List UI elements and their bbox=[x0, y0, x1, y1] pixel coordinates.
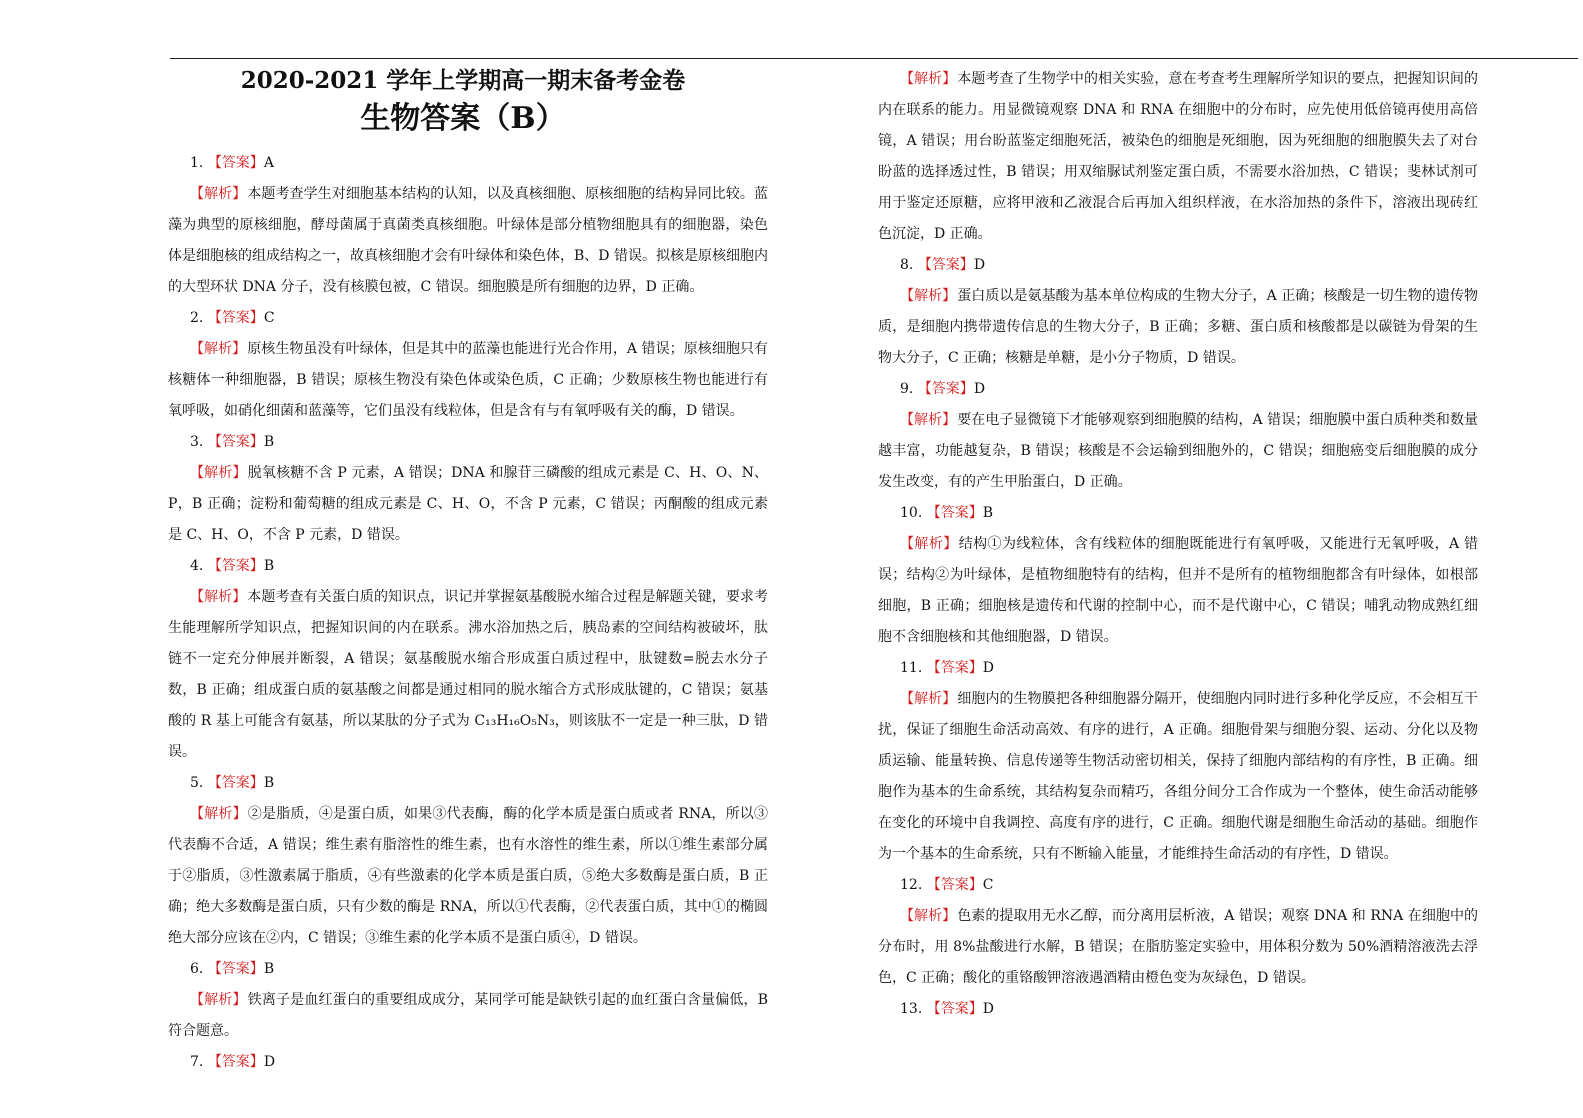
answer-value: D bbox=[982, 1001, 994, 1017]
analysis-paragraph bbox=[168, 985, 768, 1047]
question-number: 7. bbox=[190, 1054, 204, 1070]
analysis-paragraph bbox=[168, 582, 768, 768]
answer-value: D bbox=[973, 381, 986, 397]
answer-label: 【答案】 bbox=[207, 434, 264, 450]
answer-value: C bbox=[982, 877, 994, 893]
page-title: 2020-2021 学年上学期高一期末备考金卷 bbox=[240, 67, 686, 94]
analysis-paragraph bbox=[168, 799, 768, 954]
header-rule bbox=[170, 58, 1578, 59]
analysis-label: 【解析】 bbox=[900, 691, 957, 707]
answer-value: C bbox=[263, 310, 275, 326]
answer-label: 【答案】 bbox=[207, 155, 264, 171]
analysis-paragraph bbox=[878, 901, 1478, 994]
answer-line bbox=[168, 1047, 768, 1078]
answer-value: B bbox=[263, 961, 275, 977]
answer-label: 【答案】 bbox=[207, 1054, 264, 1070]
answer-line bbox=[878, 653, 1478, 684]
answer-value: D bbox=[263, 1054, 276, 1070]
answer-label: 【答案】 bbox=[917, 257, 974, 273]
answer-label: 【答案】 bbox=[926, 660, 983, 676]
page-subtitle: 生物答案（B） bbox=[360, 101, 566, 136]
analysis-paragraph bbox=[878, 529, 1478, 653]
answer-value: B bbox=[263, 558, 275, 574]
analysis-label: 【解析】 bbox=[190, 992, 247, 1008]
analysis-paragraph bbox=[168, 458, 768, 551]
question-number: 8. bbox=[900, 257, 914, 273]
analysis-text: 本题考查了生物学中的相关实验，意在考查考生理解所学知识的要点，把握知识间的内在联系的能力。用显微镜观察 DNA 和 RNA 在细胞中的分布时，应先使用低倍镜再使用高倍镜，A 错误；用台盼蓝鉴定细胞死活，被染色的细胞是死细胞，因为死细胞的细胞膜失去了对台盼蓝的选择透过性，B 错误；用双缩脲试剂鉴定蛋白质，不需要水浴加热，C 错误；斐林试剂可用于鉴定还原糖，应将甲液和乙液混合后再加入组织样液，在水浴加热的条件下，溶液出现砖红色沉淀，D 正确。 bbox=[878, 71, 1479, 242]
analysis-7 bbox=[878, 64, 1478, 250]
question-number: 1. bbox=[190, 155, 204, 171]
analysis-text: 要在电子显微镜下才能够观察到细胞膜的结构，A 错误；细胞膜中蛋白质种类和数量越丰富，功能越复杂，B 错误；核酸是不会运输到细胞外的，C 错误；细胞癌变后细胞膜的成分发生改变，有的产生甲胎蛋白，D 正确。 bbox=[878, 412, 1479, 490]
question-number: 6. bbox=[190, 961, 204, 977]
answer-label: 【答案】 bbox=[207, 775, 264, 791]
answer-value: B bbox=[263, 434, 275, 450]
analysis-text: 蛋白质以是氨基酸为基本单位构成的生物大分子，A 正确；核酸是一切生物的遗传物质，是细胞内携带遗传信息的生物大分子，B 正确；多糖、蛋白质和核酸都是以碳链为骨架的生物大分子，C 正确；核糖是单糖，是小分子物质，D 错误。 bbox=[878, 288, 1479, 366]
answer-value: A bbox=[263, 155, 274, 171]
left-answer-list bbox=[168, 148, 768, 1078]
question-number: 4. bbox=[190, 558, 204, 574]
question-number: 2. bbox=[190, 310, 204, 326]
left-column bbox=[168, 64, 768, 1078]
analysis-label: 【解析】 bbox=[900, 908, 957, 924]
question-number: 12. bbox=[900, 877, 923, 893]
question-number: 10. bbox=[900, 505, 923, 521]
analysis-paragraph bbox=[878, 684, 1478, 870]
analysis-label: 【解析】 bbox=[900, 536, 958, 552]
analysis-label: 【解析】 bbox=[190, 589, 247, 605]
analysis-text: 本题考查有关蛋白质的知识点，识记并掌握氨基酸脱水缩合过程是解题关键，要求考生能理解所学知识点，把握知识间的内在联系。沸水浴加热之后，胰岛素的空间结构被破坏，肽链不一定充分伸展并断裂，A 错误；氨基酸脱水缩合形成蛋白质过程中，肽键数=脱去水分子数，B 正确；组成蛋白质的氨基酸之间都是通过相同的脱水缩合方式形成肽键的，C 错误；氨基酸的 R 基上可能含有氨基，所以某肽的分子式为 C₁₃H₁₆O₅N₃，则该肽不一定是一种三肽，D 错误。 bbox=[168, 589, 769, 760]
analysis-label: 【解析】 bbox=[900, 71, 957, 87]
analysis-paragraph bbox=[878, 281, 1478, 374]
answer-value: B bbox=[263, 775, 275, 791]
answer-line bbox=[878, 374, 1478, 405]
analysis-text: 细胞内的生物膜把各种细胞器分隔开，使细胞内同时进行多种化学反应，不会相互干扰，保证了细胞生命活动高效、有序的进行，A 正确。细胞骨架与细胞分裂、运动、分化以及物质运输、能量转换、信息传递等生物活动密切相关，保持了细胞内部结构的有序性，B 正确。细胞作为基本的生命系统，其结构复杂而精巧，各组分间分工合作成为一个整体，使生命活动能够在变化的环境中自我调控、高度有序的进行，C 正确。细胞代谢是细胞生命活动的基础。细胞作为一个基本的生命系统，只有不断输入能量，才能维持生命活动的有序性，D 错误。 bbox=[878, 691, 1479, 862]
analysis-label: 【解析】 bbox=[900, 288, 957, 304]
answer-line bbox=[168, 551, 768, 582]
right-answer-list bbox=[878, 250, 1478, 1025]
analysis-text: ②是脂质，④是蛋白质，如果③代表酶，酶的化学本质是蛋白质或者 RNA，所以③代表酶不合适，A 错误；维生素有脂溶性的维生素，也有水溶性的维生素，所以①维生素部分属于②脂质，③性激素属于脂质，④有些激素的化学本质是蛋白质，⑤绝大多数酶是蛋白质，B 正确；绝大多数酶是蛋白质，只有少数的酶是 RNA，所以①代表酶，②代表蛋白质，其中①的椭圆绝大部分应该在②内，C 错误；③维生素的化学本质不是蛋白质④，D 错误。 bbox=[168, 806, 769, 946]
analysis-text: 脱氧核糖不含 P 元素，A 错误；DNA 和腺苷三磷酸的组成元素是 C、H、O、N、P，B 正确；淀粉和葡萄糖的组成元素是 C、H、O，不含 P 元素，C 错误；丙酮酸的组成元素是 C、H、O，不含 P 元素，D 错误。 bbox=[168, 465, 768, 543]
answer-line bbox=[168, 427, 768, 458]
analysis-text: 原核生物虽没有叶绿体，但是其中的蓝藻也能进行光合作用，A 错误；原核细胞只有核糖体一种细胞器，B 错误；原核生物没有染色体或染色质，C 正确；少数原核生物也能进行有氧呼吸，如硝化细菌和蓝藻等，它们虽没有线粒体，但是含有与有氧呼吸有关的酶，D 错误。 bbox=[168, 341, 769, 419]
analysis-label: 【解析】 bbox=[190, 186, 247, 202]
answer-value: D bbox=[982, 660, 994, 676]
answer-label: 【答案】 bbox=[926, 877, 983, 893]
answer-line bbox=[878, 994, 1478, 1025]
answer-line bbox=[878, 250, 1478, 281]
answer-label: 【答案】 bbox=[926, 505, 983, 521]
question-number: 9. bbox=[900, 381, 914, 397]
answer-line bbox=[168, 148, 768, 179]
answer-line bbox=[168, 954, 768, 985]
answer-label: 【答案】 bbox=[207, 961, 264, 977]
analysis-label: 【解析】 bbox=[190, 341, 247, 357]
answer-line bbox=[168, 768, 768, 799]
answer-value: D bbox=[973, 257, 986, 273]
question-number: 11. bbox=[900, 660, 923, 676]
analysis-label: 【解析】 bbox=[190, 806, 247, 822]
question-number: 5. bbox=[190, 775, 204, 791]
analysis-paragraph bbox=[878, 405, 1478, 498]
analysis-text: 色素的提取用无水乙醇，而分离用层析液，A 错误；观察 DNA 和 RNA 在细胞中的分布时，用 8%盐酸进行水解，B 错误；在脂肪鉴定实验中，用体积分数为 50%酒精溶液洗去浮色，C 正确；酸化的重铬酸钾溶液遇酒精由橙色变为灰绿色，D 错误。 bbox=[878, 908, 1478, 986]
analysis-text: 本题考查学生对细胞基本结构的认知，以及真核细胞、原核细胞的结构异同比较。蓝藻为典型的原核细胞，酵母菌属于真菌类真核细胞。叶绿体是部分植物细胞具有的细胞器，染色体是细胞核的组成结构之一，故真核细胞才会有叶绿体和染色体，B、D 错误。拟核是原核细胞内的大型环状 DNA 分子，没有核膜包被，C 错误。细胞膜是所有细胞的边界，D 正确。 bbox=[168, 186, 769, 295]
analysis-label: 【解析】 bbox=[900, 412, 957, 428]
analysis-paragraph bbox=[168, 179, 768, 303]
answer-label: 【答案】 bbox=[917, 381, 974, 397]
analysis-paragraph bbox=[168, 334, 768, 427]
answer-line bbox=[878, 498, 1478, 529]
analysis-text: 铁离子是血红蛋白的重要组成成分，某同学可能是缺铁引起的血红蛋白含量偏低，B 符合题意。 bbox=[168, 992, 768, 1039]
answer-label: 【答案】 bbox=[207, 558, 264, 574]
right-column bbox=[878, 64, 1478, 1025]
answer-line bbox=[168, 303, 768, 334]
question-number: 13. bbox=[900, 1001, 923, 1017]
answer-line bbox=[878, 870, 1478, 901]
question-number: 3. bbox=[190, 434, 204, 450]
answer-value: B bbox=[982, 505, 994, 521]
analysis-text: 结构①为线粒体，含有线粒体的细胞既能进行有氧呼吸，又能进行无氧呼吸，A 错误；结构②为叶绿体，是植物细胞特有的结构，但并不是所有的植物细胞都含有叶绿体，如根部细胞，B 正确；细胞核是遗传和代谢的控制中心，而不是代谢中心，C 错误；哺乳动物成熟红细胞不含细胞核和其他细胞器，D 错误。 bbox=[878, 536, 1478, 645]
answer-label: 【答案】 bbox=[926, 1001, 983, 1017]
analysis-label: 【解析】 bbox=[190, 465, 247, 481]
answer-label: 【答案】 bbox=[207, 310, 264, 326]
